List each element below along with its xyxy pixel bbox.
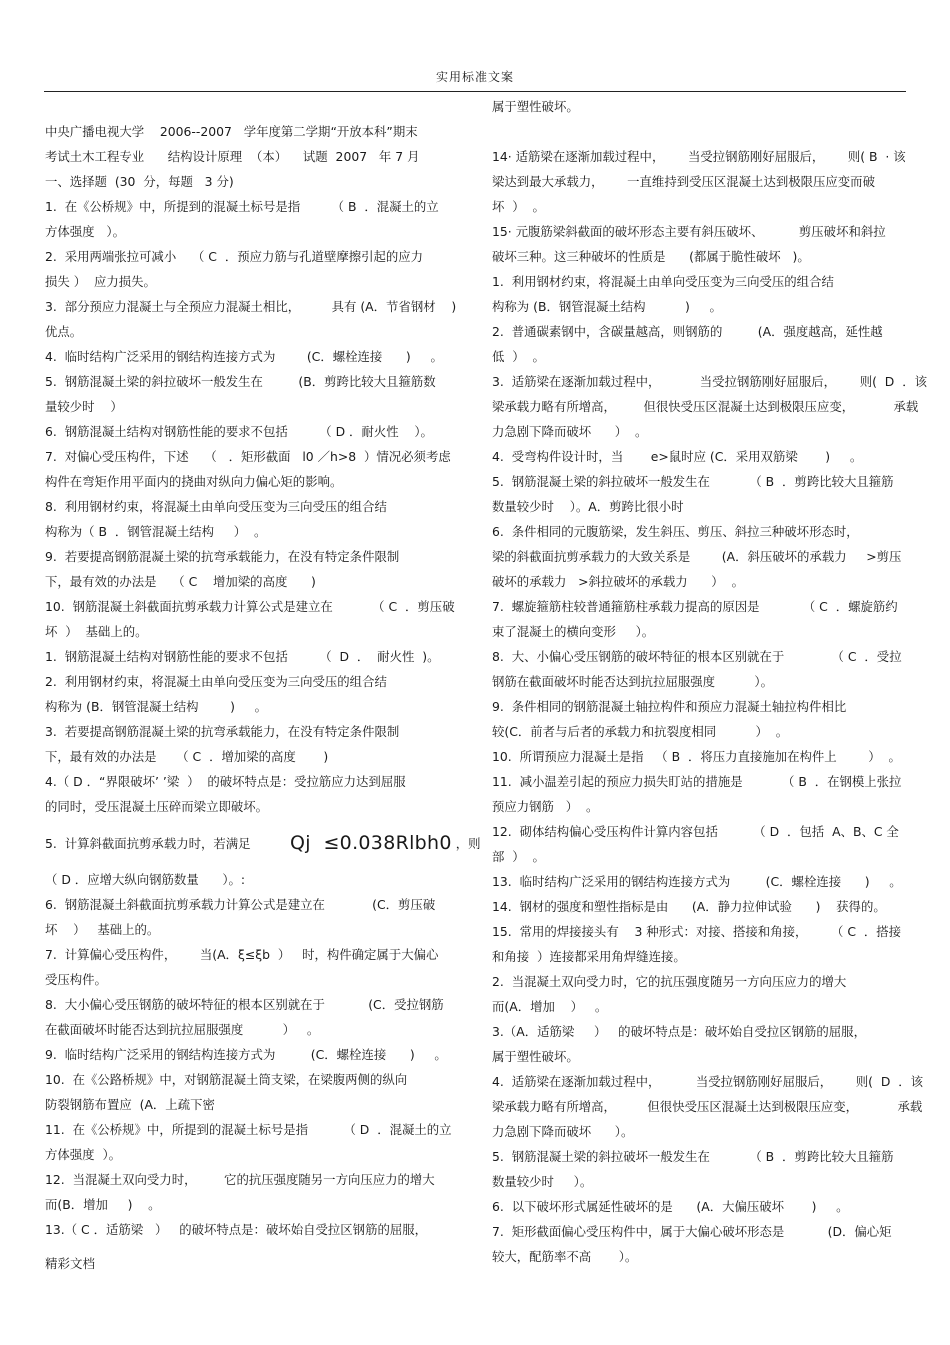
text-line: 6. 钢筋混凝土斜截面抗剪承载力计算公式是建立在 (C．剪压破 xyxy=(45,897,436,912)
text-line: 一、选择题 (30 分，每题 3 分) xyxy=(45,174,234,189)
text-line: 束了混凝土的横向变形 ）。 xyxy=(492,624,655,639)
text-line: 5. 钢筋混凝土梁的斜拉破坏一般发生在 （ B ．剪跨比较大且箍筋 xyxy=(492,1149,894,1164)
text-line: 15· 元腹筋梁斜截面的破坏形态主要有斜压破坏、 剪压破坏和斜拉 xyxy=(492,224,886,239)
text-line: 1. 在《公桥规》中，所提到的混凝土标号是指 （ B ．混凝土的立 xyxy=(45,199,439,214)
text-line: 14. 钢材的强度和塑性指标是由 (A．静力拉伸试验 ) 获得的。 xyxy=(492,899,886,914)
text-line: 1. 钢筋混凝土结构对钢筋性能的要求不包括 （ D ． 耐火性 )。 xyxy=(45,649,440,664)
page-footer: 精彩文档 xyxy=(45,1256,96,1271)
text-line: 构称为 (B．钢管混凝土结构 ) 。 xyxy=(45,699,267,714)
text-line: 13. 临时结构广泛采用的钢结构连接方式为 (C．螺栓连接 ) 。 xyxy=(492,874,902,889)
text-line: 11. 减小温差引起的预应力损失盯站的措施是 （ B ．在钢模上张拉 xyxy=(492,774,902,789)
text-line: 梁达到最大承载力， 一直维持到受压区混凝土达到极限压应变而破 xyxy=(492,174,875,189)
text-line: 坏 ） 。 xyxy=(492,199,545,214)
text-line: 7. 矩形截面偏心受压构件中，属于大偏心破坏形态是 (D．偏心矩 xyxy=(492,1224,892,1239)
text-line: 较(C．前者与后者的承载力和抗裂度相同 ） 。 xyxy=(492,724,789,739)
text-line: 6. 条件相同的元腹筋梁，发生斜压、剪压、斜拉三种破坏形态时， xyxy=(492,524,859,539)
text-line: 构称为 (B．钢管混凝土结构 ) 。 xyxy=(492,299,722,314)
right-column xyxy=(492,94,928,1269)
text-line: 9. 临时结构广泛采用的钢结构连接方式为 (C．螺栓连接 ) 。 xyxy=(45,1047,447,1062)
text-line: 破坏三种。这三种破坏的性质是 (都属于脆性破坏 )。 xyxy=(492,249,810,264)
text-line: 下，最有效的办法是 （ C ．增加梁的高度 ) xyxy=(45,749,329,764)
text-line: 坏 ） 基础上的。 xyxy=(45,922,160,937)
text-line: 数量较少时 ）。 xyxy=(492,1174,593,1189)
text-line: 下，最有效的办法是 （ C 增加梁的高度 ) xyxy=(45,574,316,589)
text-line: 构称为（ B ．钢管混凝土结构 ） 。 xyxy=(45,524,267,539)
text-line: 9. 条件相同的钢筋混凝土轴拉构件和预应力混凝土轴拉构件相比 xyxy=(492,699,847,714)
text-line: 中央广播电视大学 2006--2007 学年度第二学期“开放本科”期末 xyxy=(45,124,418,139)
text-line: 防裂钢筋布置应 (A．上疏下密 xyxy=(45,1097,215,1112)
text-line: 力急剧下降而破坏 ） 。 xyxy=(492,424,648,439)
text-line: 属于塑性破坏。 xyxy=(492,1049,579,1064)
text-line: 2. 当混凝土双向受力时，它的抗压强度随另一方向压应力的增大 xyxy=(492,974,847,989)
text-line: 9. 若要提高钢筋混凝土梁的抗弯承载能力，在没有特定条件限制 xyxy=(45,549,400,564)
text-line: 3. 部分预应力混凝土与全预应力混凝土相比， 具有 (A．节省钢材 ) xyxy=(45,299,457,314)
text-line: 10. 在《公路桥规》中，对钢筋混凝土筒支梁，在梁腹两侧的纵向 xyxy=(45,1072,408,1087)
text-line: 6. 以下破坏形式属延性破坏的是 (A．大偏压破坏 ) 。 xyxy=(492,1199,849,1214)
formula-lead-text: 5. 计算斜截面抗剪承载力时，若满足 xyxy=(45,836,251,851)
text-line: 2. 采用两端张拉可减小 （ C ．预应力筋与孔道壁摩擦引起的应力 xyxy=(45,249,424,264)
text-line: 7. 对偏心受压构件，下述 （ ．矩形截面 l0 ／h>8 ）情况必须考虑 xyxy=(45,449,451,464)
text-line: （ D ．应增大纵向钢筋数量 ）。: xyxy=(45,872,246,887)
text-line: 7. 计算偏心受压构件， 当(A．ξ≤ξb ） 时，构件确定属于大偏心 xyxy=(45,947,439,962)
page-header-title: 实用标准文案 xyxy=(435,70,514,84)
text-line: 1. 利用钢材约束，将混凝土由单向受压变为三向受压的组合结 xyxy=(492,274,834,289)
text-line: 损失 ） 应力损失。 xyxy=(45,274,156,289)
text-line: 方体强度 ）。 xyxy=(45,1147,122,1162)
text-line: 11. 在《公桥规》中，所提到的混凝土标号是指 （ D ．混凝土的立 xyxy=(45,1122,452,1137)
text-line: 2. 利用钢材约束，将混凝土由单向受压变为三向受压的组合结 xyxy=(45,674,387,689)
header-divider xyxy=(44,91,906,92)
text-line: 3.（A．适筋梁 ） 的破坏特点是：破坏始自受拉区钢筋的屈服， xyxy=(492,1024,866,1039)
text-line: 较大，配筋率不高 ）。 xyxy=(492,1249,638,1264)
left-column xyxy=(45,94,481,1242)
text-line: 力急剧下降而破坏 ）。 xyxy=(492,1124,634,1139)
text-line: 优点。 xyxy=(45,324,83,339)
text-line: 量较少时 ） xyxy=(45,399,123,414)
text-line: 6. 钢筋混凝土结构对钢筋性能的要求不包括 （ D ．耐火性 ）。 xyxy=(45,424,433,439)
text-line: 和角接 ）连接都采用角焊缝连接。 xyxy=(492,949,686,964)
text-line: 12. 砌体结构偏心受压构件计算内容包括 （ D ．包括 A、B、C 全 xyxy=(492,824,899,839)
text-line: 破坏的承载力 >斜拉破坏的承载力 ） 。 xyxy=(492,574,744,589)
text-line: 3. 若要提高钢筋混凝土梁的抗弯承载能力，在没有特定条件限制 xyxy=(45,724,400,739)
text-line: 8. 利用钢材约束，将混凝土由单向受压变为三向受压的组合结 xyxy=(45,499,387,514)
text-line: 4.（ D ．“界限破坏’ ’梁 ） 的破坏特点是：受拉筋应力达到屈服 xyxy=(45,774,406,789)
text-line: 方体强度 ）。 xyxy=(45,224,125,239)
shear-capacity-formula: Qj ≤0.038Rlbh0 xyxy=(289,832,452,854)
text-line: 部 ） 。 xyxy=(492,849,545,864)
text-line: 5. 钢筋混凝土梁的斜拉破坏一般发生在 (B．剪跨比较大且箍筋数 xyxy=(45,374,436,389)
text-line: 13.（ C ．适筋梁 ） 的破坏特点是：破坏始自受拉区钢筋的屈服， xyxy=(45,1222,428,1237)
text-line xyxy=(492,119,912,144)
text-line: 而(B．增加 ) 。 xyxy=(45,1197,161,1212)
text-line: 考试土木工程专业 结构设计原理 （本） 试题 2007 年 7 月 xyxy=(45,149,420,164)
text-line: 4. 临时结构广泛采用的钢结构连接方式为 (C．螺栓连接 ) 。 xyxy=(45,349,443,364)
text-line: 7. 螺旋箍筋柱较普通箍筋柱承载力提高的原因是 （ C ．螺旋筋约 xyxy=(492,599,898,614)
text-line xyxy=(45,819,481,867)
text-line: 8. 大小偏心受压钢筋的破坏特征的根本区别就在于 (C．受拉钢筋 xyxy=(45,997,444,1012)
text-line: 而(A．增加 ） 。 xyxy=(492,999,608,1014)
text-line: 12. 当混凝土双向受力时， 它的抗压强度随另一方向压应力的增大 xyxy=(45,1172,435,1187)
text-line: 低 ） 。 xyxy=(492,349,545,364)
text-line: 构件在弯矩作用平面内的挠曲对纵向力偏心矩的影响。 xyxy=(45,474,343,489)
text-line: 属于塑性破坏。 xyxy=(492,99,579,114)
text-line: 4. 受弯构件设计时，当 e>鼠时应 (C．采用双筋梁 ) 。 xyxy=(492,449,863,464)
text-line: 受压构件。 xyxy=(45,972,107,987)
text-line: 钢筋在截面破坏时能否达到抗拉屈服强度 ）。 xyxy=(492,674,773,689)
text-line: 14· 适筋梁在逐渐加载过程中， 当受拉钢筋刚好屈服后， 则( B · 该 xyxy=(492,149,906,164)
text-line: 3. 适筋梁在逐渐加载过程中， 当受拉钢筋刚好屈服后， 则( D ．该 xyxy=(492,374,928,389)
text-line: 梁承载力略有所增高， 但很快受压区混凝土达到极限压应变， 承载 xyxy=(492,399,919,414)
text-line: 5. 钢筋混凝土梁的斜拉破坏一般发生在 （ B ．剪跨比较大且箍筋 xyxy=(492,474,894,489)
text-line: 4. 适筋梁在逐渐加载过程中， 当受拉钢筋刚好屈服后， 则( D ．该 xyxy=(492,1074,924,1089)
text-line: 15. 常用的焊接接头有 3 种形式：对接、搭接和角接， （ C ．搭接 xyxy=(492,924,902,939)
text-line: 数量较少时 ）。A．剪跨比很小时 xyxy=(492,499,684,514)
text-line: 2. 普通碳素钢中，含碳量越高，则钢筋的 (A．强度越高，延性越 xyxy=(492,324,883,339)
text-line xyxy=(45,94,465,119)
text-line: 梁的斜截面抗剪承载力的大致关系是 (A．斜压破坏的承载力 >剪压 xyxy=(492,549,902,564)
text-line: 在截面破坏时能否达到抗拉屈服强度 ） 。 xyxy=(45,1022,320,1037)
text-line: 梁承载力略有所增高， 但很快受压区混凝土达到极限压应变， 承载 xyxy=(492,1099,923,1114)
text-line: 10. 所谓预应力混凝土是指 （ B ．将压力直接施加在构件上 ） 。 xyxy=(492,749,901,764)
text-line: 8. 大、小偏心受压钢筋的破坏特征的根本区别就在于 （ C ．受拉 xyxy=(492,649,902,664)
text-line: 的同时，受压混凝土压碎而梁立即破坏。 xyxy=(45,799,269,814)
text-line: 坏 ） 基础上的。 xyxy=(45,624,148,639)
text-line: 10. 钢筋混凝土斜截面抗剪承载力计算公式是建立在 （ C ．剪压破 xyxy=(45,599,455,614)
text-line: 预应力钢筋 ） 。 xyxy=(492,799,599,814)
formula-suffix: ，则 xyxy=(455,836,481,851)
